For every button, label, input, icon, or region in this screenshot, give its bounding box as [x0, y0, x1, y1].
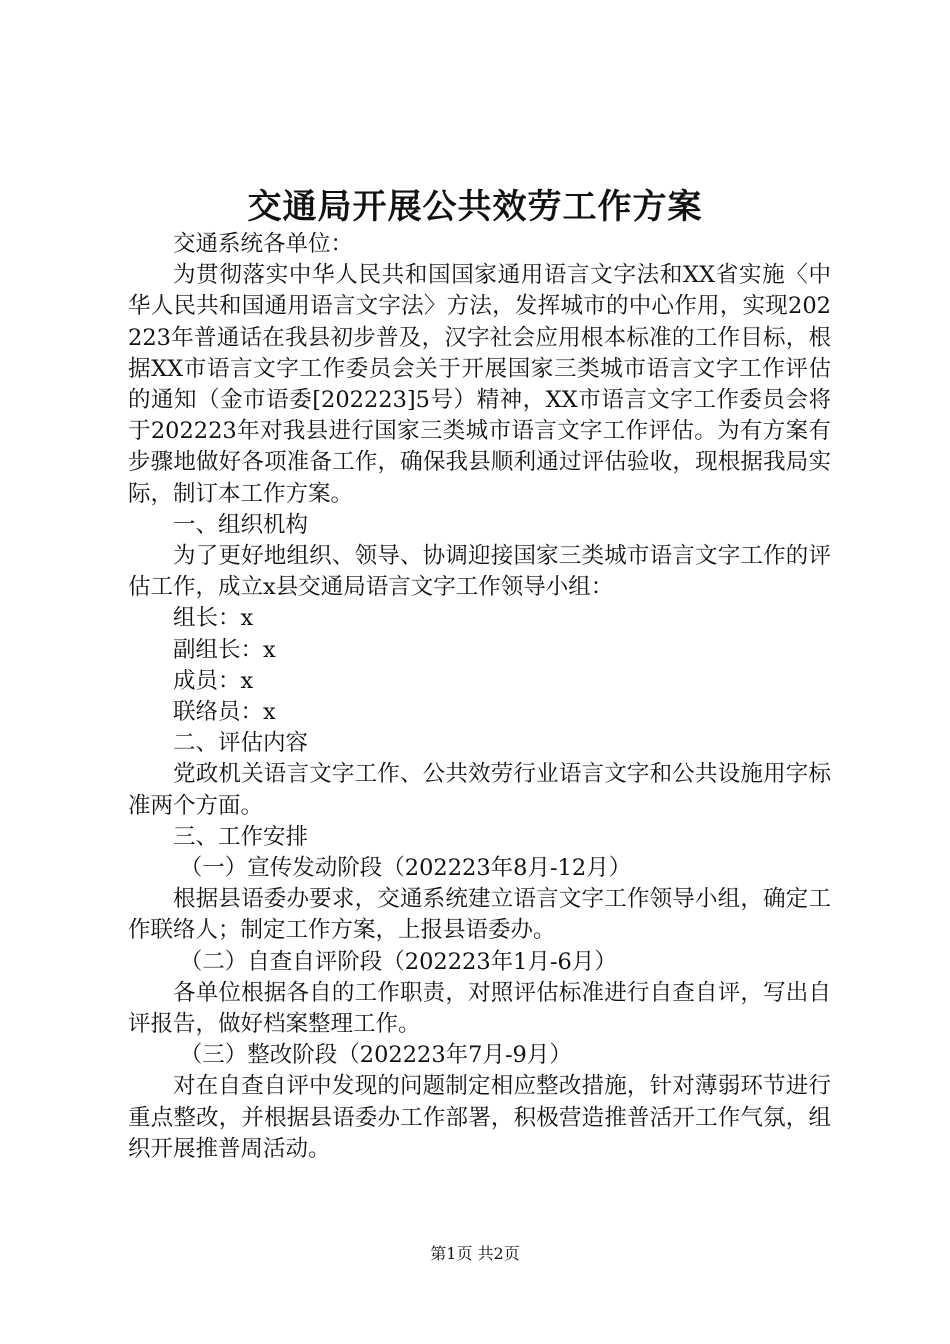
leader-line: 组长：x	[173, 605, 254, 632]
phase-three-paragraph: 对在自查自评中发现的问题制定相应整改措施，针对薄弱环节进行重点整改，并根据县语委办工作部署，积极营造推普活开工作气氛，组织开展推普周活动。	[128, 1073, 831, 1162]
document-title: 交通局开展公共效劳工作方案	[247, 187, 703, 227]
page-number-footer: 第1页 共2页	[430, 1244, 520, 1263]
liaison-line: 联络员：x	[173, 699, 276, 726]
phase-one-paragraph: 根据县语委办要求，交通系统建立语言文字工作领导小组，确定工作联络人；制定工作方案，上报县语委办。	[128, 886, 831, 944]
content-paragraph: 党政机关语言文字工作、公共效劳行业语言文字和公共设施用字标准两个方面。	[128, 761, 831, 819]
phase-two-heading: （二）自查自评阶段（202223年1月-6月）	[179, 948, 617, 975]
members-line: 成员：x	[173, 667, 254, 694]
phase-one-heading: （一）宣传发动阶段（202223年8月-12月）	[179, 855, 632, 882]
organization-paragraph: 为了更好地组织、领导、协调迎接国家三类城市语言文字工作的评估工作，成立x县交通局语言文字工作领导小组：	[128, 543, 831, 601]
section-heading-content: 二、评估内容	[173, 730, 309, 757]
phase-three-heading: （三）整改阶段（202223年7月-9月）	[179, 1042, 572, 1069]
intro-paragraph: 为贯彻落实中华人民共和国国家通用语言文字法和XX省实施〈中华人民共和国通用语言文字法〉方法，发挥城市的中心作用，实现202223年普通话在我县初步普及，汉字社会应用根本标准的工作目标，根据XX市语言文字工作委员会关于开展国家三类城市语言文字工作评估的通知（金市语委[202223]5号）精神，XX市语言文字工作委员会将于202223年对我县进行国家三类城市语言文字工作评估。为有方案有步骤地做好各项准备工作，确保我县顺利通过评估验收，现根据我局实际，制订本工作方案。	[128, 262, 831, 507]
section-heading-arrangement: 三、工作安排	[173, 823, 309, 850]
document-body	[128, 229, 831, 1165]
phase-two-paragraph: 各单位根据各自的工作职责，对照评估标准进行自查自评，写出自评报告，做好档案整理工作。	[128, 979, 831, 1038]
section-heading-organization: 一、组织机构	[173, 511, 309, 538]
salutation: 交通系统各单位：	[173, 231, 354, 257]
deputy-leader-line: 副组长：x	[173, 636, 276, 663]
